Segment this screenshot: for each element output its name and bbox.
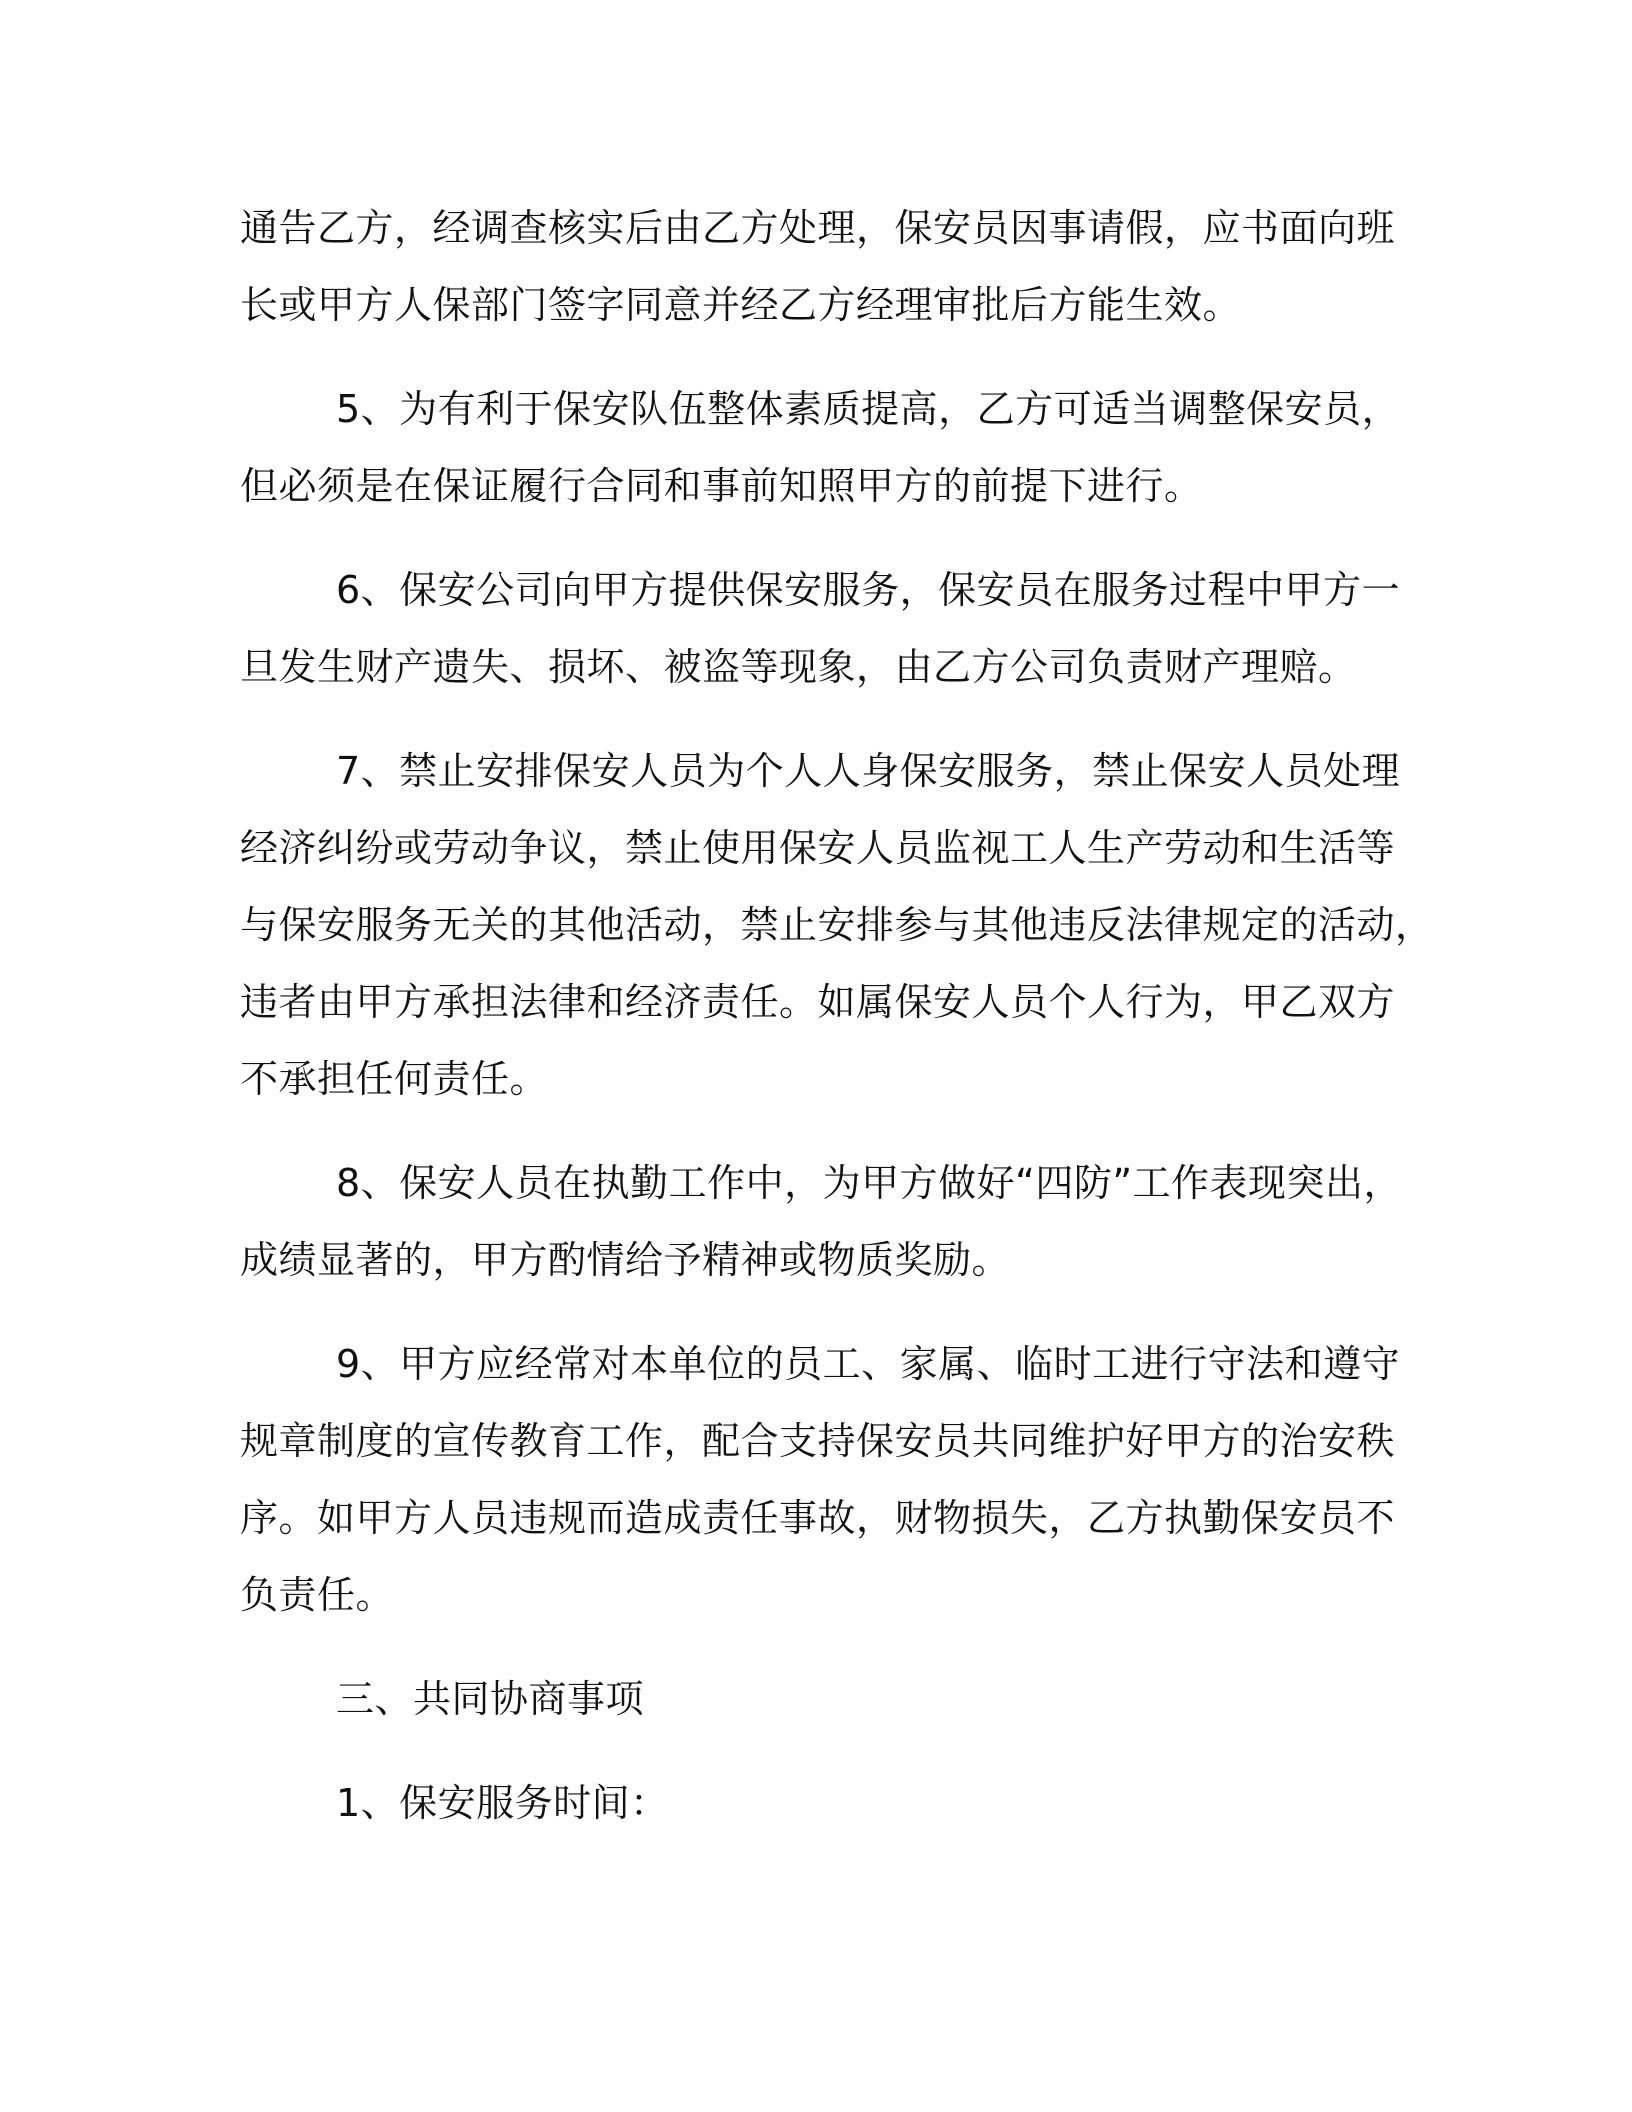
text-line: 序。如甲方人员违规而造成责任事故，财物损失，乙方执勤保安员不 [240, 1496, 1396, 1540]
paragraph-item-5 [240, 371, 1401, 525]
text-line: 5、为有利于保安队伍整体素质提高，乙方可适当调整保安员， [336, 387, 1401, 431]
text-line: 但必须是在保证履行合同和事前知照甲方的前提下进行。 [240, 464, 1203, 508]
paragraph-item-6 [240, 552, 1401, 706]
text-line: 旦发生财产遗失、损坏、被盗等现象，由乙方公司负责财产理赔。 [240, 645, 1357, 689]
text-line: 成绩显著的，甲方酌情给予精神或物质奖励。 [240, 1238, 1011, 1282]
text-line: 9、甲方应经常对本单位的员工、家属、临时工进行守法和遵守 [336, 1342, 1401, 1386]
text-line: 长或甲方人保部门签字同意并经乙方经理审批后方能生效。 [240, 283, 1242, 327]
text-line: 6、保安公司向甲方提供保安服务，保安员在服务过程中甲方一 [336, 568, 1401, 612]
text-line: 8、保安人员在执勤工作中，为甲方做好“四防”工作表现突出， [336, 1161, 1403, 1205]
text-line: 负责任。 [240, 1573, 395, 1617]
text-line: 规章制度的宣传教育工作，配合支持保安员共同维护好甲方的治安秩 [240, 1419, 1396, 1463]
text-line: 不承担任何责任。 [240, 1057, 549, 1101]
text-line: 与保安服务无关的其他活动，禁止安排参与其他违反法律规定的活动， [240, 903, 1434, 947]
paragraph-item-7 [240, 733, 1434, 1118]
document-page [240, 190, 1434, 1869]
text-line: 7、禁止安排保安人员为个人人身保安服务，禁止保安人员处理 [336, 749, 1401, 793]
text-line: 经济纠纷或劳动争议，禁止使用保安人员监视工人生产劳动和生活等 [240, 826, 1396, 870]
section-heading-3 [240, 1661, 1390, 1738]
text-line: 违者由甲方承担法律和经济责任。如属保安人员个人行为，甲乙双方 [240, 980, 1396, 1024]
text-line: 通告乙方，经调查核实后由乙方处理，保安员因事请假，应书面向班 [240, 206, 1396, 250]
subsection-heading-1 [240, 1765, 1390, 1842]
heading-text: 三、共同协商事项 [336, 1677, 645, 1721]
paragraph-item-9 [240, 1326, 1401, 1634]
paragraph-item-8 [240, 1145, 1403, 1299]
heading-text: 1、保安服务时间： [336, 1781, 669, 1825]
paragraph-continuation [240, 190, 1396, 344]
